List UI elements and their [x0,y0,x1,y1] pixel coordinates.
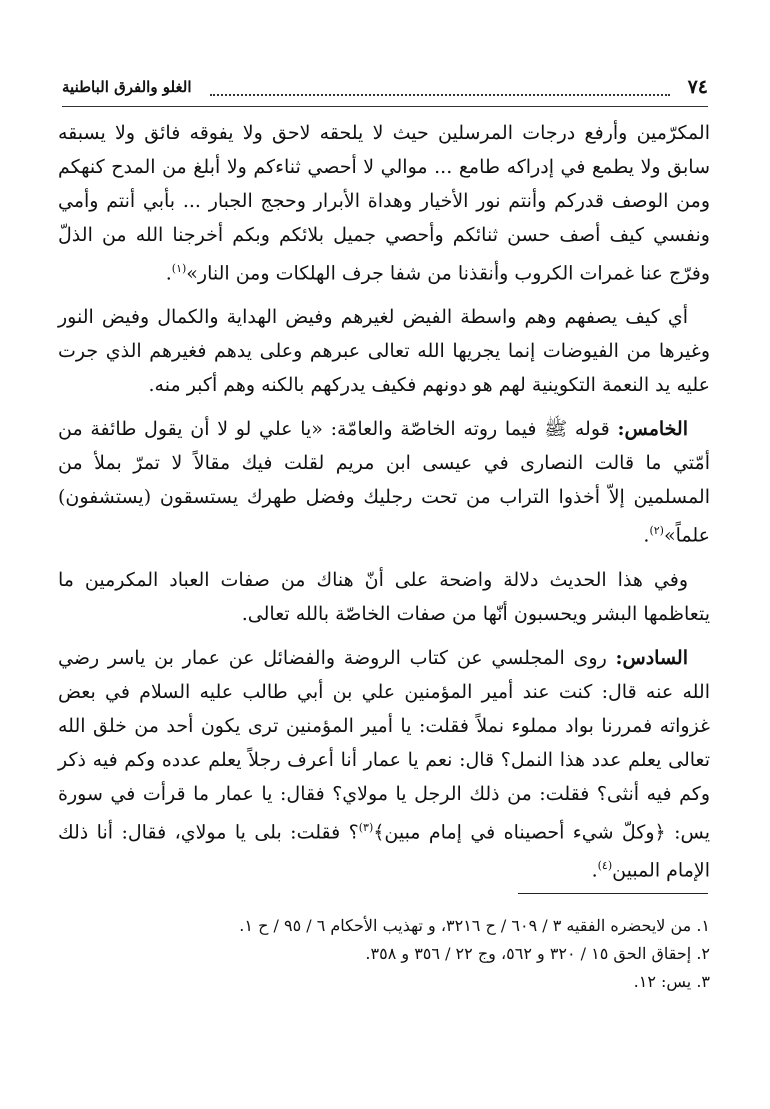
paragraph [58,300,710,402]
paragraph-text: وفي هذا الحديث دلالة واضحة على أنّ هناك من صفات العباد المكرمين ما يتعاظمها البشر ويحسبون أنّها من صفات الخاصّة بالله تعالى. [58,568,710,625]
paragraph [58,641,710,888]
paragraph-text: قوله ﷺ فيما روته الخاصّة والعامّة: «يا علي لو لا أن يقول طائفة من أمّتي ما قالت النصارى في عيسى ابن مريم لقلت فيك مقالاً لا تمرّ بملأ من المسلمين إلاّ أخذوا التراب من تحت رجليك وفضل طهرك يستسقون (يستشفون) علماً» [58,418,710,547]
footnote: ٢. إحقاق الحق ١٥ / ٣٢٠ و ٥٦٢، وج ٢٢ / ٣٥٦ و ٣٥٨. [365,944,710,963]
book-title: الغلو والفرق الباطنية [62,78,192,96]
footnote-ref[interactable]: (٤) [597,858,613,872]
section-lead: السادس: [615,646,688,669]
footnote-separator [518,893,708,894]
body-text [58,116,710,897]
paragraph-text: المكرّمين وأرفع درجات المرسلين حيث لا يلحقه لاحق ولا يفوقه فائق ولا يسبقه سابق ولا يطمع في إدراكه طامع ... موالي لا أحصي ثناءكم ولا أبلغ من المدح كنهكم ومن الوصف قدركم وأنتم نور الأخيار وهداة الأبرار وحجج الجبار ... بأبي أنتم وأمي ونفسي كيف أصف حسن ثنائكم وأحصي جميل بلائكم وبكم أخرجنا الله من الذلّ وفرّج عنا غمرات الكروب وأنقذنا من شفا جرف الهلكات ومن النار» [58,122,710,285]
paragraph-tail: ؟ فقلت: بلى يا مولاي، فقال: أنا ذلك الإمام المبين [58,820,710,882]
footnotes [60,912,710,996]
footnote-ref[interactable]: (٣) [358,820,374,834]
dotted-leader [210,80,670,96]
paragraph-text: أي كيف يصفهم وهم واسطة الفيض لغيرهم وفيض الهداية والكمال وفيض النور وغيرها من الفيوضات إنما يجريها الله تعالى عبرهم وعلى يدهم فغيرهم الذي جرت عليه يد النعمة التكوينية لهم هو دونهم فكيف يدركهم بالكنه وهم أكبر منه. [58,306,710,397]
footnote-ref[interactable]: (١) [171,262,187,275]
footnote-ref[interactable]: (٢) [649,524,664,538]
section-lead: الخامس: [617,418,688,441]
footnote: ١. من لايحضره الفقيه ٣ / ٦٠٩ / ح ٣٢١٦، و تهذيب الأحكام ٦ / ٩٥ / ح ١. [239,916,710,935]
paragraph [58,412,710,552]
paragraph [58,563,710,631]
paragraph-text: روى المجلسي عن كتاب الروضة والفضائل عن عمار بن ياسر رضي الله عنه قال: كنت عند أمير المؤمنين علي بن أبي طالب عليه السلام في بعض غزواته فمررنا بواد مملوء نملاً فقلت: يا أمير المؤمنين ترى يكون أحد من خلق الله تعالى يعلم عدد هذا النمل؟ قال: نعم يا عمار أنا أعرف رجلاً يعلم عدده وكم فيه ذكر وكم فيه أنثى؟ فقلت: من ذلك الرجل يا مولاي؟ فقال: يا عمار ما قرأت في سورة يس: ﴿وكلّ شيء أحصيناه في إمام مبين﴾ [58,646,710,843]
page-number: ٧٤ [687,76,708,98]
paragraph [58,116,710,290]
footnote: ٣. يس: ١٢. [633,972,710,991]
paragraph-tail: . [643,524,650,547]
running-header [62,72,708,107]
paragraph-tail: . [165,262,172,285]
paragraph-tail: . [591,859,598,882]
